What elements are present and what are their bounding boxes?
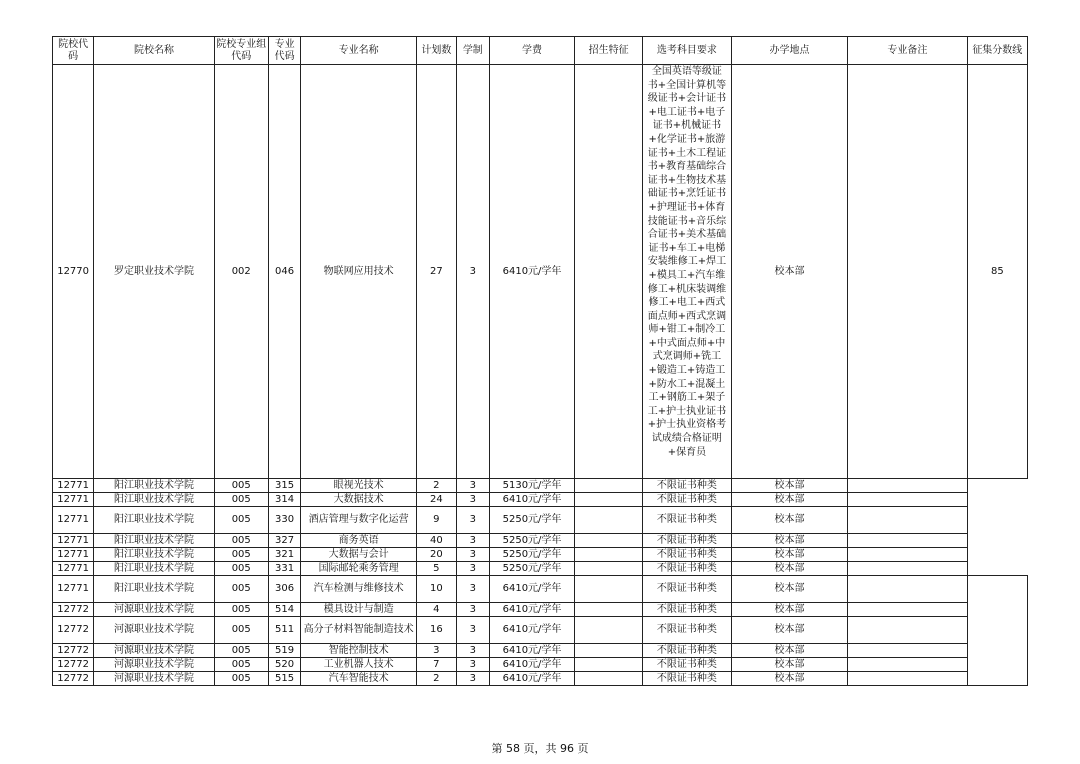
subject-requirement-cell: 不限证书种类	[643, 644, 732, 658]
major-name-cell: 智能控制技术	[301, 644, 416, 658]
header-tuition: 学费	[489, 37, 575, 65]
major-note-cell	[848, 562, 967, 576]
major-note-cell	[848, 493, 967, 507]
admission-feature-cell	[575, 534, 643, 548]
subject-requirement-cell: 不限证书种类	[643, 507, 732, 534]
header-school-code: 院校代码	[53, 37, 94, 65]
group-code-cell: 005	[214, 534, 268, 548]
subject-requirement-cell: 不限证书种类	[643, 672, 732, 686]
school-name-cell: 河源职业技术学院	[94, 658, 215, 672]
table-row	[53, 65, 1028, 479]
table-row	[53, 493, 1028, 507]
tuition-cell: 6410元/学年	[489, 658, 575, 672]
admission-table	[52, 36, 1028, 686]
plan-count-cell: 3	[416, 644, 456, 658]
major-name-cell: 大数据技术	[301, 493, 416, 507]
plan-count-cell: 9	[416, 507, 456, 534]
admission-feature-cell	[575, 493, 643, 507]
admission-feature-cell	[575, 479, 643, 493]
years-cell: 3	[456, 65, 489, 479]
major-note-cell	[848, 644, 967, 658]
group-code-cell: 005	[214, 562, 268, 576]
years-cell: 3	[456, 507, 489, 534]
years-cell: 3	[456, 672, 489, 686]
subject-requirement-cell: 不限证书种类	[643, 603, 732, 617]
plan-count-cell: 2	[416, 672, 456, 686]
admission-feature-cell	[575, 562, 643, 576]
school-name-cell: 阳江职业技术学院	[94, 576, 215, 603]
plan-count-cell: 27	[416, 65, 456, 479]
table-row	[53, 672, 1028, 686]
major-name-cell: 眼视光技术	[301, 479, 416, 493]
location-cell: 校本部	[731, 562, 847, 576]
admission-feature-cell	[575, 576, 643, 603]
tuition-cell: 5250元/学年	[489, 534, 575, 548]
table-row	[53, 644, 1028, 658]
school-name-cell: 阳江职业技术学院	[94, 534, 215, 548]
table-row	[53, 603, 1028, 617]
years-cell: 3	[456, 548, 489, 562]
major-code-cell: 327	[268, 534, 301, 548]
table-row	[53, 576, 1028, 603]
plan-count-cell: 20	[416, 548, 456, 562]
admission-feature-cell	[575, 65, 643, 479]
table-row	[53, 617, 1028, 644]
table-row	[53, 507, 1028, 534]
page-footer: 第 58 页，共 96 页	[491, 742, 589, 755]
major-code-cell: 514	[268, 603, 301, 617]
header-location: 办学地点	[731, 37, 847, 65]
major-code-cell: 511	[268, 617, 301, 644]
years-cell: 3	[456, 658, 489, 672]
tuition-cell: 5250元/学年	[489, 507, 575, 534]
subject-requirement-cell: 不限证书种类	[643, 576, 732, 603]
tuition-cell: 6410元/学年	[489, 576, 575, 603]
tuition-cell: 6410元/学年	[489, 65, 575, 479]
location-cell: 校本部	[731, 479, 847, 493]
major-name-cell: 物联网应用技术	[301, 65, 416, 479]
subject-requirement-cell: 不限证书种类	[643, 562, 732, 576]
score-line-cell: 85	[967, 65, 1027, 479]
header-score-line: 征集分数线	[967, 37, 1027, 65]
major-name-cell: 汽车智能技术	[301, 672, 416, 686]
subject-requirement-cell: 不限证书种类	[643, 548, 732, 562]
years-cell: 3	[456, 534, 489, 548]
location-cell: 校本部	[731, 658, 847, 672]
years-cell: 3	[456, 644, 489, 658]
group-code-cell: 005	[214, 507, 268, 534]
major-note-cell	[848, 658, 967, 672]
group-code-cell: 002	[214, 65, 268, 479]
data-rows	[53, 479, 1028, 686]
location-cell: 校本部	[731, 493, 847, 507]
tuition-cell: 5250元/学年	[489, 548, 575, 562]
plan-count-cell: 2	[416, 479, 456, 493]
school-name-cell: 阳江职业技术学院	[94, 493, 215, 507]
tuition-cell: 5130元/学年	[489, 479, 575, 493]
subject-requirement-cell: 不限证书种类	[643, 617, 732, 644]
score-line-cell	[967, 576, 1027, 686]
subject-requirement-cell: 不限证书种类	[643, 658, 732, 672]
group-code-cell: 005	[214, 658, 268, 672]
school-name-cell: 罗定职业技术学院	[94, 65, 215, 479]
header-plan-count: 计划数	[416, 37, 456, 65]
subject-requirement-cell: 不限证书种类	[643, 479, 732, 493]
header-subject-requirement: 选考科目要求	[643, 37, 732, 65]
major-name-cell: 商务英语	[301, 534, 416, 548]
admission-feature-cell	[575, 672, 643, 686]
group-code-cell: 005	[214, 479, 268, 493]
school-name-cell: 阳江职业技术学院	[94, 548, 215, 562]
years-cell: 3	[456, 479, 489, 493]
location-cell: 校本部	[731, 672, 847, 686]
school-name-cell: 河源职业技术学院	[94, 672, 215, 686]
group-code-cell: 005	[214, 603, 268, 617]
school-name-cell: 河源职业技术学院	[94, 617, 215, 644]
header-major-note: 专业备注	[848, 37, 967, 65]
school-code-cell: 12771	[53, 562, 94, 576]
header-row	[53, 37, 1028, 65]
school-code-cell: 12770	[53, 65, 94, 479]
major-name-cell: 高分子材料智能制造技术	[301, 617, 416, 644]
school-name-cell: 河源职业技术学院	[94, 603, 215, 617]
admission-feature-cell	[575, 658, 643, 672]
plan-count-cell: 10	[416, 576, 456, 603]
major-name-cell: 汽车检测与维修技术	[301, 576, 416, 603]
major-code-cell: 314	[268, 493, 301, 507]
subject-requirement-cell: 不限证书种类	[643, 493, 732, 507]
plan-count-cell: 40	[416, 534, 456, 548]
major-code-cell: 306	[268, 576, 301, 603]
years-cell: 3	[456, 493, 489, 507]
location-cell: 校本部	[731, 644, 847, 658]
admission-feature-cell	[575, 548, 643, 562]
major-code-cell: 330	[268, 507, 301, 534]
admission-feature-cell	[575, 507, 643, 534]
plan-count-cell: 7	[416, 658, 456, 672]
years-cell: 3	[456, 576, 489, 603]
location-cell: 校本部	[731, 548, 847, 562]
location-cell: 校本部	[731, 576, 847, 603]
major-code-cell: 315	[268, 479, 301, 493]
school-code-cell: 12772	[53, 617, 94, 644]
admission-feature-cell	[575, 603, 643, 617]
major-note-cell	[848, 65, 967, 479]
major-name-cell: 国际邮轮乘务管理	[301, 562, 416, 576]
header-major-code: 专业代码	[268, 37, 301, 65]
school-code-cell: 12771	[53, 576, 94, 603]
plan-count-cell: 16	[416, 617, 456, 644]
school-code-cell: 12771	[53, 479, 94, 493]
major-code-cell: 515	[268, 672, 301, 686]
table-row	[53, 548, 1028, 562]
group-code-cell: 005	[214, 576, 268, 603]
major-note-cell	[848, 617, 967, 644]
table-row	[53, 658, 1028, 672]
location-cell: 校本部	[731, 65, 847, 479]
group-code-cell: 005	[214, 617, 268, 644]
table-row	[53, 562, 1028, 576]
location-cell: 校本部	[731, 534, 847, 548]
major-note-cell	[848, 603, 967, 617]
group-code-cell: 005	[214, 548, 268, 562]
group-code-cell: 005	[214, 644, 268, 658]
major-note-cell	[848, 507, 967, 534]
major-code-cell: 331	[268, 562, 301, 576]
major-note-cell	[848, 534, 967, 548]
major-code-cell: 046	[268, 65, 301, 479]
school-code-cell: 12771	[53, 548, 94, 562]
major-name-cell: 工业机器人技术	[301, 658, 416, 672]
major-name-cell: 酒店管理与数字化运营	[301, 507, 416, 534]
school-name-cell: 阳江职业技术学院	[94, 507, 215, 534]
header-years: 学制	[456, 37, 489, 65]
major-name-cell: 模具设计与制造	[301, 603, 416, 617]
location-cell: 校本部	[731, 507, 847, 534]
tuition-cell: 6410元/学年	[489, 493, 575, 507]
tuition-cell: 6410元/学年	[489, 644, 575, 658]
tuition-cell: 6410元/学年	[489, 603, 575, 617]
header-admission-feature: 招生特征	[575, 37, 643, 65]
admission-feature-cell	[575, 644, 643, 658]
school-code-cell: 12771	[53, 493, 94, 507]
table-row	[53, 479, 1028, 493]
school-code-cell: 12772	[53, 658, 94, 672]
school-name-cell: 阳江职业技术学院	[94, 562, 215, 576]
school-code-cell: 12772	[53, 672, 94, 686]
major-note-cell	[848, 548, 967, 562]
subject-requirement-cell: 不限证书种类	[643, 534, 732, 548]
group-code-cell: 005	[214, 672, 268, 686]
major-note-cell	[848, 479, 967, 493]
group-code-cell: 005	[214, 493, 268, 507]
major-name-cell: 大数据与会计	[301, 548, 416, 562]
table-row	[53, 534, 1028, 548]
header-group-code: 院校专业组代码	[214, 37, 268, 65]
tuition-cell: 5250元/学年	[489, 562, 575, 576]
school-code-cell: 12771	[53, 507, 94, 534]
major-note-cell	[848, 576, 967, 603]
admission-table-sheet	[52, 36, 1028, 686]
tuition-cell: 6410元/学年	[489, 617, 575, 644]
major-code-cell: 520	[268, 658, 301, 672]
years-cell: 3	[456, 603, 489, 617]
school-name-cell: 阳江职业技术学院	[94, 479, 215, 493]
header-major-name: 专业名称	[301, 37, 416, 65]
plan-count-cell: 24	[416, 493, 456, 507]
major-code-cell: 321	[268, 548, 301, 562]
years-cell: 3	[456, 617, 489, 644]
school-name-cell: 河源职业技术学院	[94, 644, 215, 658]
major-note-cell	[848, 672, 967, 686]
school-code-cell: 12772	[53, 644, 94, 658]
school-code-cell: 12771	[53, 534, 94, 548]
location-cell: 校本部	[731, 603, 847, 617]
tuition-cell: 6410元/学年	[489, 672, 575, 686]
subject-requirement-cell: 全国英语等级证书+全国计算机等级证书+会计证书+电工证书+电子证书+机械证书+化学证书+旅游证书+土木工程证书+教育基础综合证书+生物技术基础证书+烹饪证书+护理证书+体育技能证书+音乐综合证书+美术基础证书+车工+电梯安装维修工+焊工+模具工+汽车维修工+机床装调维修工+电工+西式面点师+西式烹调师+钳工+制冷工+中式面点师+中式烹调师+铣工+锻造工+铸造工+防水工+混凝土工+钢筋工+架子工+护士执业证书+护士执业资格考试成绩合格证明+保育员	[643, 65, 732, 479]
school-code-cell: 12772	[53, 603, 94, 617]
plan-count-cell: 4	[416, 603, 456, 617]
years-cell: 3	[456, 562, 489, 576]
admission-feature-cell	[575, 617, 643, 644]
plan-count-cell: 5	[416, 562, 456, 576]
header-school-name: 院校名称	[94, 37, 215, 65]
major-code-cell: 519	[268, 644, 301, 658]
location-cell: 校本部	[731, 617, 847, 644]
